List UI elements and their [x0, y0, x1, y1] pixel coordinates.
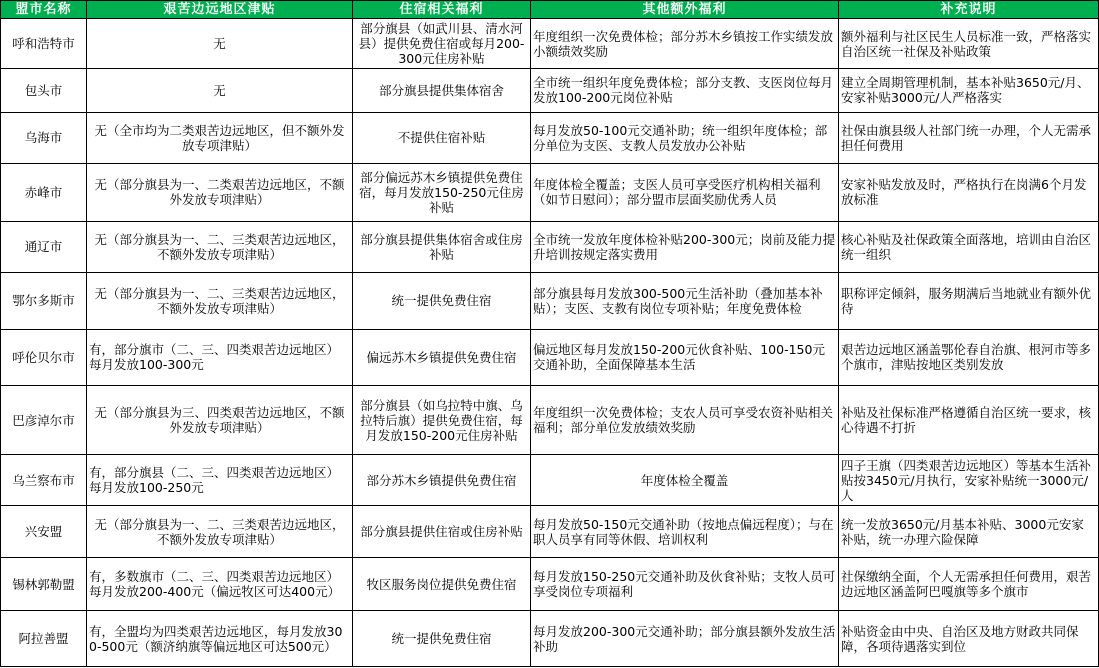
cell-subsidy: 无（全市均为二类艰苦边远地区，但不额外发放专项津贴）	[87, 112, 353, 163]
cell-city: 呼伦贝尔市	[1, 329, 87, 386]
table-row	[1, 273, 1099, 330]
cell-note: 补贴及社保标准严格遵循自治区统一要求，核心待遇不打折	[839, 386, 1099, 455]
table-row	[1, 19, 1099, 69]
cell-city: 包头市	[1, 69, 87, 112]
cell-note: 社保由旗县级人社部门统一办理，个人无需承担任何费用	[839, 112, 1099, 163]
cell-city: 赤峰市	[1, 164, 87, 222]
cell-city: 鄂尔多斯市	[1, 273, 87, 330]
cell-subsidy: 有，多数旗市（二、三、四类艰苦边远地区）每月发放200-400元（偏远牧区可达400元）	[87, 557, 353, 610]
cell-other: 年度体检全覆盖；支医人员可享受医疗机构相关福利（如节日慰问）；部分盟市层面奖励优秀人员	[531, 164, 839, 222]
cell-other: 每月发放50-150元交通补助（按地点偏远程度）；与在职人员享有同等休假、培训权利	[531, 506, 839, 557]
cell-housing: 部分旗县提供集体宿舍	[353, 69, 531, 112]
cell-note: 艰苦边远地区涵盖鄂伦春自治旗、根河市等多个旗市，津贴按地区类别发放	[839, 329, 1099, 386]
cell-subsidy: 无（部分旗县为一、二、三类艰苦边远地区，不额外发放专项津贴）	[87, 221, 353, 272]
cell-note: 职称评定倾斜，服务期满后当地就业有额外优待	[839, 273, 1099, 330]
cell-other: 年度体检全覆盖	[531, 455, 839, 506]
table-header-row	[1, 1, 1099, 19]
cell-housing: 部分旗县（如武川县、清水河县）提供免费住宿或每月200-300元住房补贴	[353, 19, 531, 69]
table-row	[1, 455, 1099, 506]
header-note: 补充说明	[839, 1, 1099, 19]
cell-city: 锡林郭勒盟	[1, 557, 87, 610]
cell-note: 安家补贴发放及时，严格执行在岗满6个月发放标准	[839, 164, 1099, 222]
table-row	[1, 329, 1099, 386]
cell-other: 每月发放50-100元交通补助；统一组织年度体检；部分单位为支医、支教人员发放办公补贴	[531, 112, 839, 163]
cell-other: 年度组织一次免费体检；支农人员可享受农资补贴相关福利；部分单位发放绩效奖励	[531, 386, 839, 455]
cell-city: 巴彦淖尔市	[1, 386, 87, 455]
cell-other: 每月发放200-300元交通补助；部分旗县额外发放生活补助	[531, 611, 839, 667]
cell-housing: 部分旗县提供住宿或住房补贴	[353, 506, 531, 557]
table-row	[1, 164, 1099, 222]
cell-subsidy: 有，部分旗市（二、三、四类艰苦边远地区）每月发放100-300元	[87, 329, 353, 386]
cell-housing: 部分偏远苏木乡镇提供免费住宿，每月发放150-250元住房补贴	[353, 164, 531, 222]
table-row	[1, 506, 1099, 557]
cell-other: 年度组织一次免费体检；部分苏木乡镇按工作实绩发放小额绩效奖励	[531, 19, 839, 69]
cell-note: 统一发放3650元/月基本补贴、3000元安家补贴，统一办理六险保障	[839, 506, 1099, 557]
cell-subsidy: 无（部分旗县为三、四类艰苦边远地区，不额外发放专项津贴）	[87, 386, 353, 455]
cell-other: 部分旗县每月发放300-500元生活补助（叠加基本补贴）；支医、支教有岗位专项补贴；年度免费体检	[531, 273, 839, 330]
header-subsidy: 艰苦边远地区津贴	[87, 1, 353, 19]
cell-housing: 牧区服务岗位提供免费住宿	[353, 557, 531, 610]
table-row	[1, 611, 1099, 667]
cell-note: 核心补贴及社保政策全面落地，培训由自治区统一组织	[839, 221, 1099, 272]
cell-other: 每月发放150-250元交通补助及伙食补贴；支牧人员可享受岗位专项福利	[531, 557, 839, 610]
cell-note: 社保缴纳全面，个人无需承担任何费用，艰苦边远地区涵盖阿巴嘎旗等多个旗市	[839, 557, 1099, 610]
cell-other: 全市统一发放年度体检补贴200-300元；岗前及能力提升培训按规定落实费用	[531, 221, 839, 272]
table-row	[1, 557, 1099, 610]
cell-subsidy: 有，全盟均为四类艰苦边远地区，每月发放300-500元（额济纳旗等偏远地区可达500元）	[87, 611, 353, 667]
table-row	[1, 221, 1099, 272]
cell-other: 偏远地区每月发放150-200元伙食补贴、100-150元交通补助，全面保障基本生活	[531, 329, 839, 386]
cell-city: 通辽市	[1, 221, 87, 272]
cell-note: 补贴资金由中央、自治区及地方财政共同保障，各项待遇落实到位	[839, 611, 1099, 667]
cell-note: 建立全周期管理机制，基本补贴3650元/月、安家补贴3000元/人严格落实	[839, 69, 1099, 112]
cell-housing: 统一提供免费住宿	[353, 273, 531, 330]
cell-subsidy: 无	[87, 69, 353, 112]
cell-subsidy: 无（部分旗县为一、二类艰苦边远地区，不额外发放专项津贴）	[87, 164, 353, 222]
cell-city: 乌海市	[1, 112, 87, 163]
cell-subsidy: 无（部分旗县为一、二、三类艰苦边远地区，不额外发放专项津贴）	[87, 506, 353, 557]
cell-city: 乌兰察布市	[1, 455, 87, 506]
cell-city: 呼和浩特市	[1, 19, 87, 69]
cell-city: 阿拉善盟	[1, 611, 87, 667]
header-other: 其他额外福利	[531, 1, 839, 19]
cell-note: 额外福利与社区民生人员标准一致，严格落实自治区统一社保及补贴政策	[839, 19, 1099, 69]
cell-housing: 不提供住宿补贴	[353, 112, 531, 163]
cell-housing: 偏远苏木乡镇提供免费住宿	[353, 329, 531, 386]
cell-housing: 部分旗县提供集体宿舍或住房补贴	[353, 221, 531, 272]
table-row	[1, 386, 1099, 455]
cell-city: 兴安盟	[1, 506, 87, 557]
table-row	[1, 112, 1099, 163]
header-housing: 住宿相关福利	[353, 1, 531, 19]
cell-housing: 统一提供免费住宿	[353, 611, 531, 667]
cell-subsidy: 无（部分旗县为一、二、三类艰苦边远地区，不额外发放专项津贴）	[87, 273, 353, 330]
cell-note: 四子王旗（四类艰苦边远地区）等基本生活补贴按3450元/月执行，安家补贴统一3000元/人	[839, 455, 1099, 506]
cell-other: 全市统一组织年度免费体检；部分支教、支医岗位每月发放100-200元岗位补贴	[531, 69, 839, 112]
cell-housing: 部分旗县（如乌拉特中旗、乌拉特后旗）提供免费住宿，每月发放150-200元住房补贴	[353, 386, 531, 455]
cell-subsidy: 有，部分旗县（二、三、四类艰苦边远地区）每月发放100-250元	[87, 455, 353, 506]
header-city: 盟市名称	[1, 1, 87, 19]
table-row	[1, 69, 1099, 112]
cell-housing: 部分苏木乡镇提供免费住宿	[353, 455, 531, 506]
cell-subsidy: 无	[87, 19, 353, 69]
